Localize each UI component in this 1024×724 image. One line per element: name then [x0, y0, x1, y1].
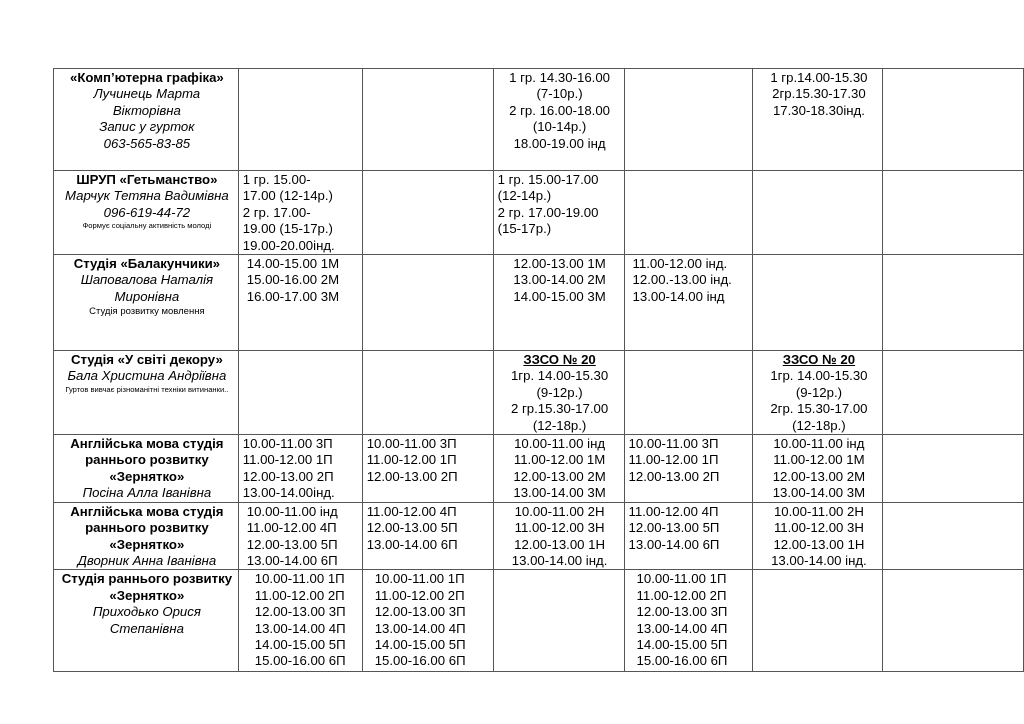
teacher-name: Шаповалова Наталія Миронівна — [80, 272, 214, 304]
teacher-name: Лучинець Марта Вікторівна — [93, 86, 201, 118]
time-slot: (10-14р.) — [532, 119, 587, 135]
time-slot: 13.00-14.00інд. — [242, 485, 335, 501]
schedule-cell — [362, 69, 493, 171]
table-row — [54, 351, 1024, 435]
time-slot: 14.00-15.00 3М — [513, 288, 606, 304]
time-slot: 18.00-19.00 інд — [513, 135, 606, 151]
group-info-cell — [54, 570, 239, 672]
time-slot: 11.00-12.00 2П — [636, 587, 727, 603]
teacher-name: Бала Христина Андріївна — [67, 368, 227, 384]
group-info-cell — [54, 255, 239, 351]
group-info-cell — [54, 171, 239, 255]
time-slot: 10.00-11.00 3П — [242, 436, 333, 452]
time-slot: 2 гр. 17.00- — [242, 204, 311, 220]
time-slot: (12-14р.) — [497, 188, 552, 204]
schedule-cell — [493, 255, 624, 351]
time-slot: 11.00-12.00 3Н — [514, 520, 605, 536]
time-slot: 13.00-14.00 6П — [246, 552, 338, 568]
schedule-cell — [624, 570, 753, 672]
time-slot: 2гр. 15.30-17.00 — [770, 401, 868, 417]
time-slot: 11.00-12.00 1П — [366, 452, 457, 468]
schedule-cell — [624, 435, 753, 503]
time-slot: 1 гр.14.00-15.30 — [770, 70, 868, 85]
schedule-cell — [624, 502, 753, 570]
time-slot: 11.00-12.00 інд. — [632, 256, 728, 272]
schedule-cell — [753, 69, 883, 171]
time-slot: 11.00-12.00 2П — [254, 587, 345, 603]
teacher-name: Марчук Тетяна Вадимівна — [65, 188, 229, 204]
time-slot: 11.00-12.00 1М — [513, 452, 606, 468]
schedule-cell — [238, 351, 362, 435]
time-slot: 12.00-13.00 1М — [513, 256, 606, 272]
schedule-cell — [624, 255, 753, 351]
group-title: ШРУП «Гетьманство» — [76, 172, 218, 187]
schedule-cell — [362, 171, 493, 255]
time-slot: 10.00-11.00 1П — [254, 571, 345, 587]
time-slot: (12-18р.) — [792, 417, 846, 433]
time-slot: 12.00-13.00 3П — [636, 604, 728, 620]
group-info-cell — [54, 351, 239, 435]
schedule-cell — [238, 69, 362, 171]
time-slot: 13.00-14.00 2М — [513, 272, 606, 288]
group-info-cell — [54, 502, 239, 570]
time-slot: (7-10р.) — [536, 86, 583, 102]
time-slot: 14.00-15.00 5П — [254, 636, 346, 652]
schedule-cell — [883, 435, 1024, 503]
table-row — [54, 255, 1024, 351]
time-slot: 13.00-14.00 6П — [366, 536, 458, 552]
schedule-cell — [753, 171, 883, 255]
schedule-cell — [753, 570, 883, 672]
school-label: ЗЗСО № 20 — [523, 352, 596, 368]
time-slot: 15.00-16.00 6П — [636, 653, 728, 669]
group-info-cell — [54, 69, 239, 171]
schedule-cell — [493, 435, 624, 503]
schedule-cell — [362, 351, 493, 435]
group-title: Студія «У світі декору» — [70, 352, 223, 368]
schedule-cell — [624, 69, 753, 171]
schedule-cell — [753, 255, 883, 351]
schedule-cell — [362, 570, 493, 672]
time-slot: 10.00-11.00 інд — [773, 436, 865, 452]
time-slot: 1гр. 14.00-15.30 — [770, 368, 868, 384]
teacher-name: Дворник Анна Іванівна — [77, 552, 217, 568]
group-phone: 063-565-83-85 — [103, 135, 191, 151]
schedule-cell — [362, 255, 493, 351]
schedule-cell — [493, 570, 624, 672]
time-slot: 12.00-13.00 3П — [374, 604, 466, 620]
time-slot: 11.00-12.00 1П — [628, 452, 719, 468]
time-slot: 17.00 (12-14р.) — [242, 188, 333, 204]
time-slot: 12.00-13.00 2М — [513, 468, 606, 484]
time-slot: 12.00-13.00 5П — [628, 520, 720, 536]
schedule-table — [53, 68, 1024, 672]
schedule-cell — [883, 570, 1024, 672]
group-extra: Запис у гурток — [99, 119, 195, 135]
schedule-cell — [362, 435, 493, 503]
time-slot: 11.00-12.00 1М — [773, 452, 865, 468]
time-slot: 10.00-11.00 1П — [636, 571, 727, 587]
group-note: Студія розвитку мовлення — [89, 306, 205, 318]
time-slot: 12.00-13.00 5П — [366, 520, 458, 536]
teacher-name: Приходько Орися Степанівна — [92, 604, 201, 636]
time-slot: 11.00-12.00 2П — [374, 587, 465, 603]
schedule-cell — [238, 171, 362, 255]
time-slot: 13.00-14.00 інд. — [771, 552, 867, 568]
time-slot: 1 гр. 15.00-17.00 — [497, 172, 599, 187]
time-slot: 1гр. 14.00-15.30 — [510, 368, 609, 384]
schedule-cell — [238, 502, 362, 570]
time-slot: 2 гр. 16.00-18.00 — [509, 102, 610, 118]
group-title: Англійська мова студія раннього розвитку «Зернятко» — [70, 503, 224, 552]
schedule-cell — [883, 69, 1024, 171]
time-slot: 1 гр. 15.00- — [242, 172, 311, 187]
time-slot: (12-18р.) — [532, 417, 587, 433]
schedule-cell — [238, 255, 362, 351]
time-slot: 14.00-15.00 1М — [246, 256, 340, 272]
time-slot: 17.30-18.30інд. — [772, 102, 865, 118]
school-label: ЗЗСО № 20 — [782, 352, 856, 368]
time-slot: 13.00-14.00 6П — [628, 536, 720, 552]
time-slot: 11.00-12.00 1П — [242, 452, 333, 468]
time-slot: 15.00-16.00 6П — [374, 653, 466, 669]
schedule-cell — [238, 435, 362, 503]
time-slot: 12.00-13.00 2М — [772, 468, 866, 484]
table-row — [54, 69, 1024, 171]
time-slot: 12.00-13.00 2П — [242, 468, 334, 484]
time-slot: 11.00-12.00 4П — [628, 503, 719, 519]
time-slot: 19.00 (15-17р.) — [242, 221, 333, 237]
time-slot: 10.00-11.00 2Н — [514, 503, 605, 519]
schedule-cell — [753, 351, 883, 435]
schedule-cell — [493, 69, 624, 171]
schedule-cell — [493, 171, 624, 255]
time-slot: 2 гр.15.30-17.00 — [510, 401, 609, 417]
schedule-cell — [883, 255, 1024, 351]
time-slot: 13.00-14.00 4П — [636, 620, 728, 636]
time-slot: 12.00-13.00 5П — [246, 536, 338, 552]
time-slot: 14.00-15.00 5П — [636, 636, 728, 652]
time-slot: 15.00-16.00 2М — [246, 272, 340, 288]
group-title: Студія раннього розвитку «Зернятко» — [61, 571, 233, 603]
schedule-cell — [362, 502, 493, 570]
group-title: «Комп’ютерна графіка» — [70, 70, 224, 85]
time-slot: 10.00-11.00 інд — [246, 503, 338, 519]
schedule-cell — [883, 502, 1024, 570]
time-slot: 10.00-11.00 3П — [628, 436, 719, 452]
time-slot: 11.00-12.00 3Н — [773, 520, 864, 536]
schedule-cell — [493, 502, 624, 570]
group-title: Студія «Балакунчики» — [73, 256, 221, 272]
time-slot: 16.00-17.00 3М — [246, 288, 340, 304]
table-row — [54, 435, 1024, 503]
time-slot: 10.00-11.00 1П — [374, 571, 465, 587]
schedule-cell — [883, 351, 1024, 435]
schedule-cell — [624, 171, 753, 255]
group-phone: 096-619-44-72 — [103, 204, 191, 220]
group-info-cell — [54, 435, 239, 503]
schedule-cell — [753, 502, 883, 570]
table-row — [54, 570, 1024, 672]
time-slot: 1 гр. 14.30-16.00 — [509, 70, 610, 85]
time-slot: 10.00-11.00 3П — [366, 436, 457, 452]
time-slot: 12.00-13.00 1Н — [514, 536, 606, 552]
time-slot: 14.00-15.00 5П — [374, 636, 466, 652]
time-slot: 12.00-13.00 2П — [366, 468, 458, 484]
time-slot: 12.00-13.00 2П — [628, 468, 720, 484]
teacher-name: Посіна Алла Іванівна — [82, 485, 212, 501]
time-slot: (9-12р.) — [536, 384, 583, 400]
time-slot: 12.00-13.00 1Н — [773, 536, 865, 552]
time-slot: 13.00-14.00 3М — [513, 485, 606, 501]
schedule-cell — [624, 351, 753, 435]
time-slot: 13.00-14.00 3М — [772, 485, 866, 501]
time-slot: 10.00-11.00 інд — [514, 436, 606, 452]
schedule-cell — [883, 171, 1024, 255]
time-slot: 2 гр. 17.00-19.00 — [497, 204, 599, 220]
group-note: Формує соціальну активність молоді — [82, 221, 212, 231]
time-slot: (9-12р.) — [795, 384, 843, 400]
table-row — [54, 502, 1024, 570]
time-slot: 12.00-13.00 3П — [254, 604, 346, 620]
time-slot: 19.00-20.00інд. — [242, 237, 335, 253]
group-note: Гуртов вивчає різноманітні техніки витинанки.. — [65, 384, 229, 394]
table-row — [54, 171, 1024, 255]
time-slot: 11.00-12.00 4П — [246, 520, 337, 536]
schedule-cell — [753, 435, 883, 503]
time-slot: 10.00-11.00 2Н — [773, 503, 864, 519]
time-slot: 13.00-14.00 4П — [374, 620, 466, 636]
time-slot: (15-17р.) — [497, 221, 552, 237]
time-slot: 15.00-16.00 6П — [254, 653, 346, 669]
time-slot: 12.00.-13.00 інд. — [632, 272, 732, 288]
schedule-cell — [238, 570, 362, 672]
schedule-cell — [493, 351, 624, 435]
time-slot: 13.00-14.00 інд. — [511, 552, 608, 568]
time-slot: 11.00-12.00 4П — [366, 503, 457, 519]
time-slot: 2гр.15.30-17.30 — [772, 86, 866, 102]
time-slot: 13.00-14.00 4П — [254, 620, 346, 636]
group-title: Англійська мова студія раннього розвитку «Зернятко» — [70, 436, 224, 484]
time-slot: 13.00-14.00 інд — [632, 288, 725, 304]
